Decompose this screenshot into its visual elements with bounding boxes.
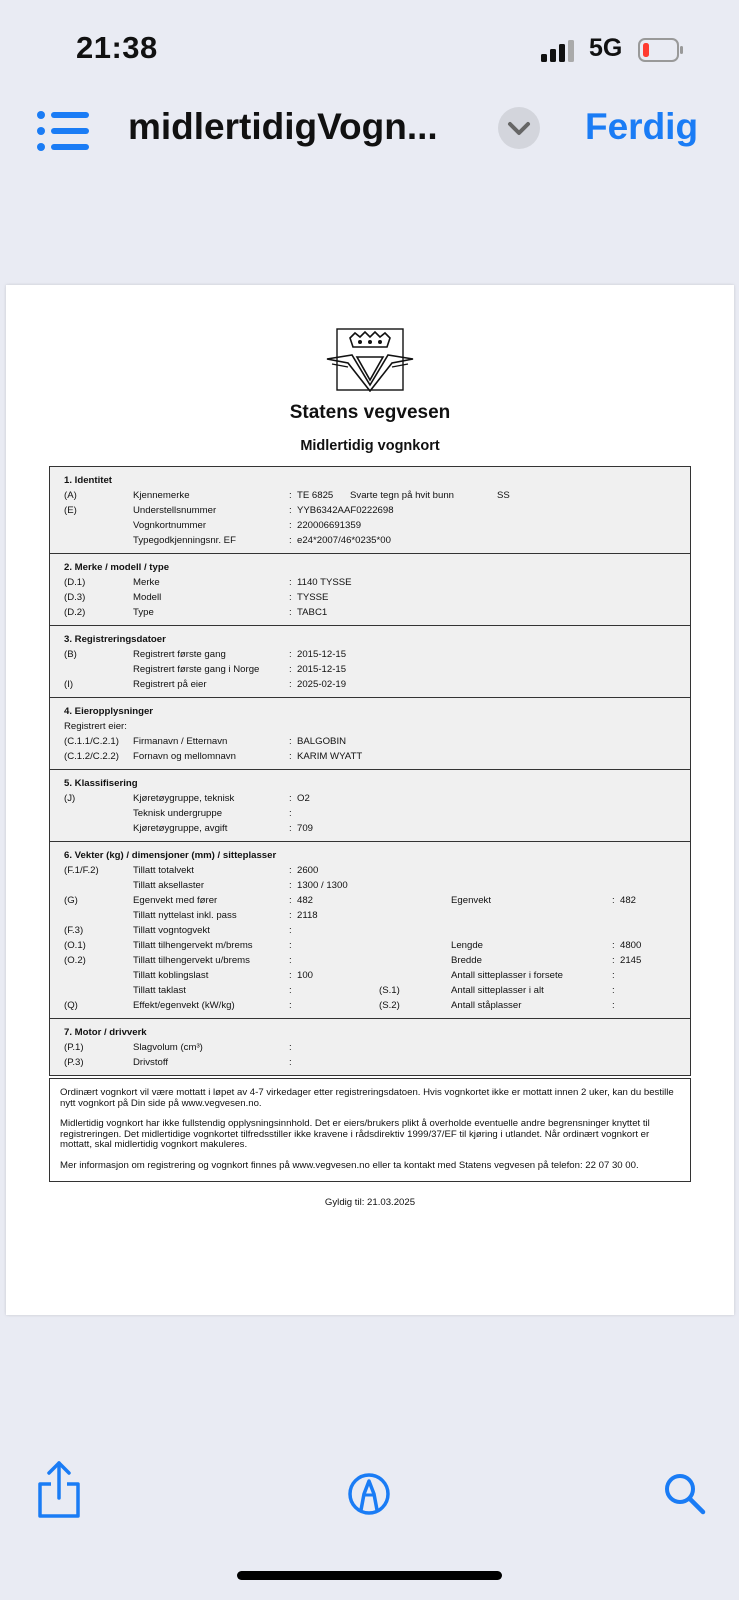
field-label: Kjennemerke <box>133 490 190 501</box>
section-identity <box>50 467 690 553</box>
field-row <box>64 749 676 764</box>
field-row <box>64 662 676 677</box>
field-value: TYSSE <box>297 592 329 603</box>
section-weights-dimensions <box>50 841 690 1018</box>
separator: : <box>289 664 292 675</box>
section-engine <box>50 1018 690 1075</box>
field-code: (A) <box>64 490 77 501</box>
field-code: (B) <box>64 649 77 660</box>
section-owner-info <box>50 697 690 769</box>
field-label: Antall sitteplasser i forsete <box>451 970 563 981</box>
field-label: Understellsnummer <box>133 505 217 516</box>
document-title: midlertidigVogn... <box>128 106 438 147</box>
field-value: TABC1 <box>297 607 328 618</box>
separator: : <box>612 895 615 906</box>
document-page[interactable] <box>6 285 734 1315</box>
status-bar <box>0 0 739 90</box>
field-row <box>64 503 676 518</box>
field-value: e24*2007/46*0235*00 <box>297 535 391 546</box>
section-title: 2. Merke / modell / type <box>64 562 170 573</box>
field-label: Vognkortnummer <box>133 520 207 531</box>
field-code: (P.1) <box>64 1042 84 1053</box>
section-title: 6. Vekter (kg) / dimensjoner (mm) / sitteplasser <box>64 850 277 861</box>
document-type-heading: Midlertidig vognkort <box>300 438 440 454</box>
field-label: Tillatt tilhengervekt m/brems <box>133 940 253 951</box>
share-button[interactable] <box>36 1460 82 1520</box>
field-label: Egenvekt med fører <box>133 895 218 906</box>
field-row <box>64 518 676 533</box>
separator: : <box>289 535 292 546</box>
separator: : <box>612 985 615 996</box>
subheading: Registrert eier: <box>64 721 127 732</box>
search-icon <box>663 1472 707 1516</box>
markup-pen-icon <box>347 1472 391 1516</box>
field-value: 709 <box>297 823 314 834</box>
battery-icon <box>638 38 684 62</box>
signal-icon <box>541 40 575 62</box>
section-classification <box>50 769 690 841</box>
separator: : <box>612 955 615 966</box>
organization-name: Statens vegvesen <box>289 402 451 423</box>
field-row <box>64 488 676 503</box>
field-code: (D.1) <box>64 577 86 588</box>
separator: : <box>289 823 292 834</box>
field-row <box>64 734 676 749</box>
separator: : <box>289 970 292 981</box>
separator: : <box>289 577 292 588</box>
section-title: 3. Registreringsdatoer <box>64 634 166 645</box>
field-label: Tillatt tilhengervekt u/brems <box>133 955 250 966</box>
separator: : <box>289 808 292 819</box>
separator: : <box>289 1000 292 1011</box>
field-label: Effekt/egenvekt (kW/kg) <box>133 1000 235 1011</box>
section-title: 1. Identitet <box>64 475 112 486</box>
section-title: 7. Motor / drivverk <box>64 1027 147 1038</box>
share-icon <box>36 1460 82 1520</box>
section-make-model <box>50 553 690 625</box>
bottom-toolbar <box>0 1440 739 1520</box>
field-value: YYB6342AAF0222698 <box>297 505 394 516</box>
field-code: (F.1/F.2) <box>64 865 99 876</box>
home-indicator[interactable] <box>237 1571 502 1580</box>
field-code: (E) <box>64 505 77 516</box>
field-label: Firmanavn / Etternavn <box>133 736 228 747</box>
navigation-bar <box>0 96 739 166</box>
field-code: (J) <box>64 793 76 804</box>
field-row <box>64 590 676 605</box>
field-code: (Q) <box>64 1000 78 1011</box>
separator: : <box>289 793 292 804</box>
field-row <box>64 677 676 692</box>
field-row <box>64 983 676 998</box>
field-value: TE 6825 <box>297 490 334 501</box>
separator: : <box>289 736 292 747</box>
separator: : <box>612 1000 615 1011</box>
field-value: 482 <box>297 895 314 906</box>
notice-paragraph: Ordinært vognkort vil være mottatt i løpet av 4-7 virkedager etter registreringsdatoen. Hvis vognkortet ikke er mottatt innen 2 uker, kan du bestille nytt vognkort på Din side på www.vegvesen.no. <box>60 1087 674 1109</box>
markup-button[interactable] <box>347 1472 391 1516</box>
field-row <box>64 998 676 1013</box>
separator: : <box>289 520 292 531</box>
separator: : <box>289 985 292 996</box>
field-label: Kjøretøygruppe, avgift <box>133 823 228 834</box>
field-row <box>64 533 676 548</box>
field-label: Bredde <box>451 955 482 966</box>
field-extra: Svarte tegn på hvit bunn <box>350 490 455 501</box>
separator: : <box>289 880 292 891</box>
field-row <box>64 605 676 620</box>
separator: : <box>289 940 292 951</box>
field-label: Kjøretøygruppe, teknisk <box>133 793 235 804</box>
outline-menu-button[interactable] <box>36 110 90 152</box>
title-menu-button[interactable] <box>498 107 540 149</box>
field-label: Drivstoff <box>133 1057 169 1068</box>
field-code: (S.1) <box>379 985 400 996</box>
field-value: 1140 TYSSE <box>297 577 352 588</box>
field-row <box>64 791 676 806</box>
field-row <box>64 893 676 908</box>
field-label: Tillatt taklast <box>133 985 186 996</box>
chevron-down-icon <box>498 107 540 149</box>
separator: : <box>289 910 292 921</box>
field-label: Antall ståplasser <box>451 1000 522 1011</box>
field-label: Tillatt totalvekt <box>133 865 194 876</box>
separator: : <box>289 751 292 762</box>
field-value: 2600 <box>297 865 319 876</box>
separator: : <box>289 1057 292 1068</box>
field-value: 2145 <box>620 955 642 966</box>
field-code: (S.2) <box>379 1000 400 1011</box>
separator: : <box>289 679 292 690</box>
field-code: (G) <box>64 895 78 906</box>
field-label: Slagvolum (cm³) <box>133 1042 203 1053</box>
separator: : <box>289 607 292 618</box>
field-row <box>64 968 676 983</box>
section-title: 4. Eieropplysninger <box>64 706 154 717</box>
field-code: (O.2) <box>64 955 86 966</box>
field-label: Registrert på eier <box>133 679 207 690</box>
separator: : <box>289 895 292 906</box>
field-code: (O.1) <box>64 940 86 951</box>
field-value: O2 <box>297 793 310 804</box>
field-label: Tillatt nyttelast inkl. pass <box>133 910 237 921</box>
field-row <box>64 575 676 590</box>
field-value: BALGOBIN <box>297 736 347 747</box>
field-row <box>64 923 676 938</box>
field-value: 2015-12-15 <box>297 649 347 660</box>
field-row <box>64 878 676 893</box>
field-value: 2025-02-19 <box>297 679 347 690</box>
separator: : <box>289 1042 292 1053</box>
field-code: (P.3) <box>64 1057 84 1068</box>
field-label: Teknisk undergruppe <box>133 808 223 819</box>
separator: : <box>289 592 292 603</box>
done-button[interactable]: Ferdig <box>585 106 699 147</box>
field-label: Antall sitteplasser i alt <box>451 985 544 996</box>
field-code: (I) <box>64 679 74 690</box>
field-label: Tillatt aksellaster <box>133 880 205 891</box>
separator: : <box>612 940 615 951</box>
separator: : <box>289 490 292 501</box>
notice-box <box>49 1078 691 1182</box>
valid-until: Gyldig til: 21.03.2025 <box>324 1197 416 1208</box>
field-extra: SS <box>497 490 510 501</box>
field-label: Fornavn og mellomnavn <box>133 751 236 762</box>
field-label: Typegodkjenningsnr. EF <box>133 535 236 546</box>
field-value: 4800 <box>620 940 642 951</box>
field-code: (F.3) <box>64 925 84 936</box>
field-label: Type <box>133 607 154 618</box>
field-row <box>64 953 676 968</box>
separator: : <box>289 925 292 936</box>
section-registration-dates <box>50 625 690 697</box>
field-value: KARIM WYATT <box>297 751 363 762</box>
network-type: 5G <box>589 34 623 62</box>
field-row <box>64 719 676 734</box>
statens-vegvesen-logo <box>326 328 414 392</box>
separator: : <box>289 649 292 660</box>
field-label: Tillatt koblingslast <box>133 970 209 981</box>
field-row <box>64 863 676 878</box>
field-row <box>64 821 676 836</box>
field-label: Modell <box>133 592 162 603</box>
field-code: (D.2) <box>64 607 86 618</box>
separator: : <box>289 505 292 516</box>
field-value: 2015-12-15 <box>297 664 347 675</box>
field-row <box>64 908 676 923</box>
field-label: Egenvekt <box>451 895 492 906</box>
status-time: 21:38 <box>76 30 158 65</box>
field-value: 1300 / 1300 <box>297 880 348 891</box>
field-row <box>64 1040 676 1055</box>
field-value: 100 <box>297 970 314 981</box>
field-value: 2118 <box>297 910 318 921</box>
field-code: (C.1.1/C.2.1) <box>64 736 119 747</box>
field-code: (D.3) <box>64 592 86 603</box>
separator: : <box>289 955 292 966</box>
notice-paragraph: Mer informasjon om registrering og vognkort finnes på www.vegvesen.no eller ta kontakt med Statens vegvesen på telefon: 22 07 30 00. <box>60 1159 639 1171</box>
field-value: 220006691359 <box>297 520 362 531</box>
field-value: 482 <box>620 895 637 906</box>
field-code: (C.1.2/C.2.2) <box>64 751 119 762</box>
field-row <box>64 806 676 821</box>
field-label: Registrert første gang <box>133 649 226 660</box>
separator: : <box>289 865 292 876</box>
separator: : <box>612 970 615 981</box>
field-row <box>64 647 676 662</box>
field-label: Lengde <box>451 940 484 951</box>
notice-paragraph: Midlertidig vognkort har ikke fullstendig opplysningsinnhold. Det er eiers/brukers plikt å overholde eventuelle andre begrensninger knyttet til registreringen. Det midlertidige vognkortet tilfredsstiller ikke kravene i rådsdirektiv 1999/37/EF til kjøring i utlandet. Når ordinært vognkort er mottatt, skal midlertidig vognkort makuleres. <box>60 1118 650 1150</box>
field-row <box>64 1055 676 1070</box>
field-label: Merke <box>133 577 160 588</box>
search-button[interactable] <box>663 1472 707 1516</box>
registration-form <box>49 466 691 1076</box>
field-label: Registrert første gang i Norge <box>133 664 260 675</box>
list-icon <box>36 110 90 152</box>
section-title: 5. Klassifisering <box>64 778 138 789</box>
field-label: Tillatt vogntogvekt <box>133 925 210 936</box>
field-row <box>64 938 676 953</box>
